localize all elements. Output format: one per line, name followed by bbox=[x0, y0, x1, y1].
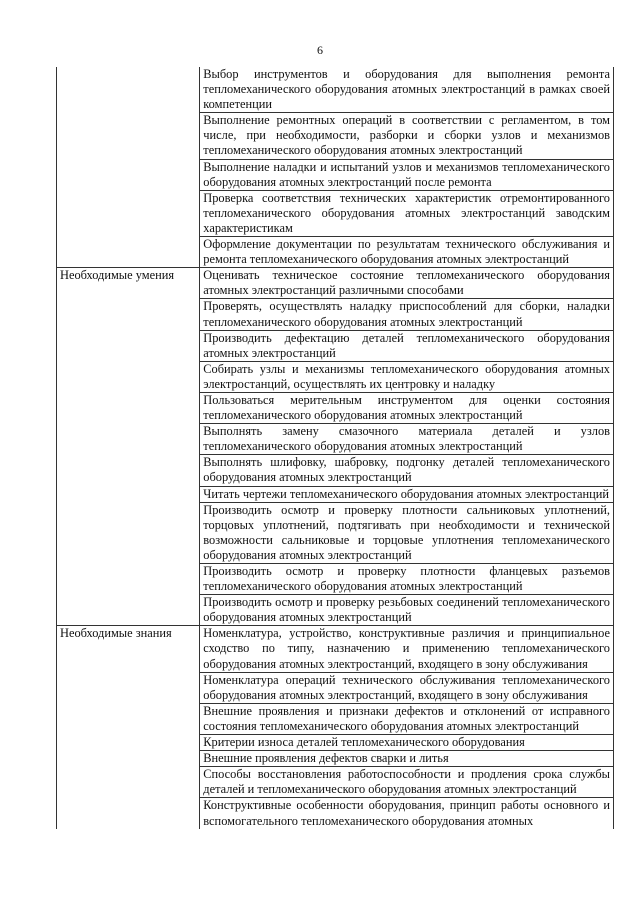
table-row bbox=[57, 268, 614, 299]
table-cell: Номенклатура, устройство, конструктивные различия и принципиальное сходство по типу, назначению и применению тепломеханического оборудования атомных электростанций, входящего в зону обслуживания bbox=[200, 626, 614, 672]
table-cell: Номенклатура операций технического обслуживания тепломеханического оборудования атомных электростанций, входящего в зону обслуживания bbox=[200, 672, 614, 703]
competency-table bbox=[56, 67, 614, 829]
table-cell: Проверка соответствия технических характеристик отремонтированного тепломеханического оборудования атомных электростанций заводским характеристикам bbox=[200, 190, 614, 236]
table-cell: Собирать узлы и механизмы тепломеханического оборудования атомных электростанций, осуществлять их центровку и наладку bbox=[200, 361, 614, 392]
table-cell: Критерии износа деталей тепломеханического оборудования bbox=[200, 735, 614, 751]
table-cell: Пользоваться мерительным инструментом для оценки состояния тепломеханического оборудования атомных электростанций bbox=[200, 392, 614, 423]
table-cell: Читать чертежи тепломеханического оборудования атомных электростанций bbox=[200, 486, 614, 502]
table-cell: Внешние проявления и признаки дефектов и отклонений от исправного состояния тепломеханического оборудования атомных электростанций bbox=[200, 703, 614, 734]
table-cell: Способы восстановления работоспособности и продления срока службы деталей и тепломеханического оборудования атомных электростанций bbox=[200, 767, 614, 798]
table-cell: Оценивать техническое состояние тепломеханического оборудования атомных электростанций различными способами bbox=[200, 268, 614, 299]
table-row bbox=[57, 626, 614, 672]
page-number: 6 bbox=[317, 43, 323, 57]
table-cell: Производить дефектацию деталей тепломеханического оборудования атомных электростанций bbox=[200, 330, 614, 361]
table-cell: Производить осмотр и проверку плотности сальниковых уплотнений, торцовых уплотнений, подтягивать при необходимости и технической возможности сальниковые и торцовые уплотнения тепломеханического оборудования атомных электростанций bbox=[200, 502, 614, 563]
table-cell: Проверять, осуществлять наладку приспособлений для сборки, наладки тепломеханического оборудования атомных электростанций bbox=[200, 299, 614, 330]
table-cell: Внешние проявления дефектов сварки и литья bbox=[200, 751, 614, 767]
table-cell: Оформление документации по результатам технического обслуживания и ремонта тепломеханического оборудования атомных электростанций bbox=[200, 237, 614, 268]
table-cell: Выполнять замену смазочного материала деталей и узлов тепломеханического оборудования атомных электростанций bbox=[200, 424, 614, 455]
table-cell: Выполнение ремонтных операций в соответствии с регламентом, в том числе, при необходимости, разборки и сборки узлов и механизмов тепломеханического оборудования атомных электростанций bbox=[200, 113, 614, 159]
table-cell: Производить осмотр и проверку плотности фланцевых разъемов тепломеханического оборудования атомных электростанций bbox=[200, 564, 614, 595]
row-label-knowledge: Необходимые знания bbox=[57, 626, 200, 829]
table-cell: Выполнять шлифовку, шабровку, подгонку деталей тепломеханического оборудования атомных электростанций bbox=[200, 455, 614, 486]
row-label-cell bbox=[57, 67, 200, 268]
table-cell: Конструктивные особенности оборудования, принцип работы основного и вспомогательного тепломеханического оборудования атомных bbox=[200, 798, 614, 829]
table-cell: Выполнение наладки и испытаний узлов и механизмов тепломеханического оборудования атомных электростанций после ремонта bbox=[200, 159, 614, 190]
row-label-skills: Необходимые умения bbox=[57, 268, 200, 626]
table-row bbox=[57, 67, 614, 113]
table-cell: Производить осмотр и проверку резьбовых соединений тепломеханического оборудования атомных электростанций bbox=[200, 595, 614, 626]
table-cell: Выбор инструментов и оборудования для выполнения ремонта тепломеханического оборудования атомных электростанций в рамках своей компетенции bbox=[200, 67, 614, 113]
